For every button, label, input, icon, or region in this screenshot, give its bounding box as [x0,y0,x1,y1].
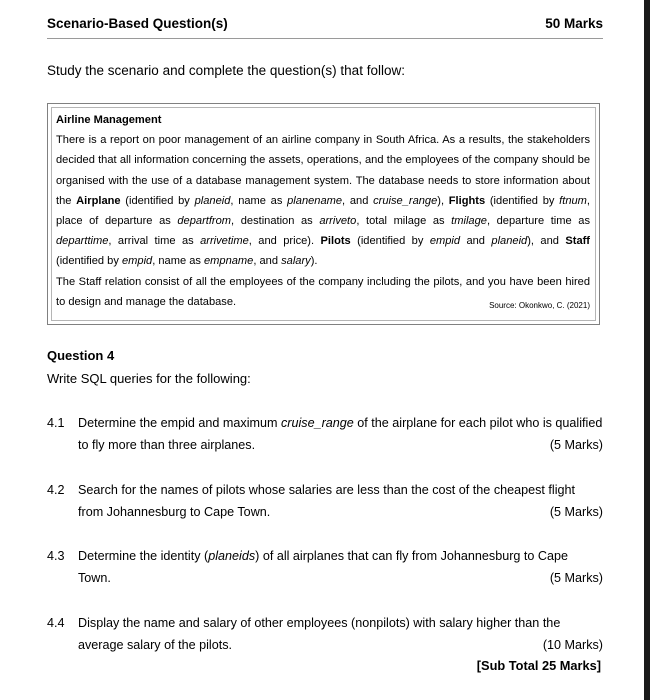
question-number: 4.2 [47,483,65,497]
question-marks: (5 Marks) [549,505,603,519]
section-header [47,16,603,39]
scenario-content [51,107,596,321]
question-text: Search for the names of pilots whose salaries are less than the cost of the cheapest flight from Johannesburg to Cape Town. [78,483,576,519]
question-marks: (5 Marks) [549,438,603,452]
scenario-title: Airline Management [56,114,162,126]
question-marks: (10 Marks) [542,638,603,652]
question-number: 4.4 [47,616,65,630]
question-instruction: Write SQL queries for the following: [47,371,251,386]
question-number: 4.3 [47,549,65,563]
scenario-source: Source: Okonkwo, C. (2021) [489,300,590,310]
section-marks: 50 Marks [545,16,603,31]
intro-text: Study the scenario and complete the question(s) that follow: [47,63,405,78]
question-text: Determine the identity (planeids) of all airplanes that can fly from Johannesburg to Cape Town. [78,549,569,585]
scenario-paragraph-2: The Staff relation consist of all the employees of the company including the pilots, and you have been hired to design and manage the database. [56,275,590,308]
question-text: Display the name and salary of other employees (nonpilots) with salary higher than the average salary of the pilots. [78,616,561,652]
section-title: Scenario-Based Question(s) [47,16,228,31]
question-marks: (5 Marks) [549,571,603,585]
question-heading: Question 4 [47,348,115,363]
subtotal-marks: [Sub Total 25 Marks] [476,658,601,673]
question-number: 4.1 [47,416,65,430]
scenario-box [47,103,600,325]
scenario-paragraph-1: There is a report on poor management of an airline company in South Africa. As a results, the stakeholders decided that all information concerning the assets, operations, and the employees of the company should be organised with the use of a database management system. The database needs to store information about the Airplane (identified by planeid, name as planename, and cruise_range), Flights (identified by ftnum, place of departure as departfrom, destination as arriveto, total milage as tmilage, departure time as departtime, arrival time as arrivetime, and price). Pilots (identified by empid and planeid), and Staff (identified by empid, name as empname, and salary). [56,134,590,268]
page-edge [644,0,650,700]
question-text: Determine the empid and maximum cruise_range of the airplane for each pilot who is qualified to fly more than three airplanes. [78,416,603,452]
